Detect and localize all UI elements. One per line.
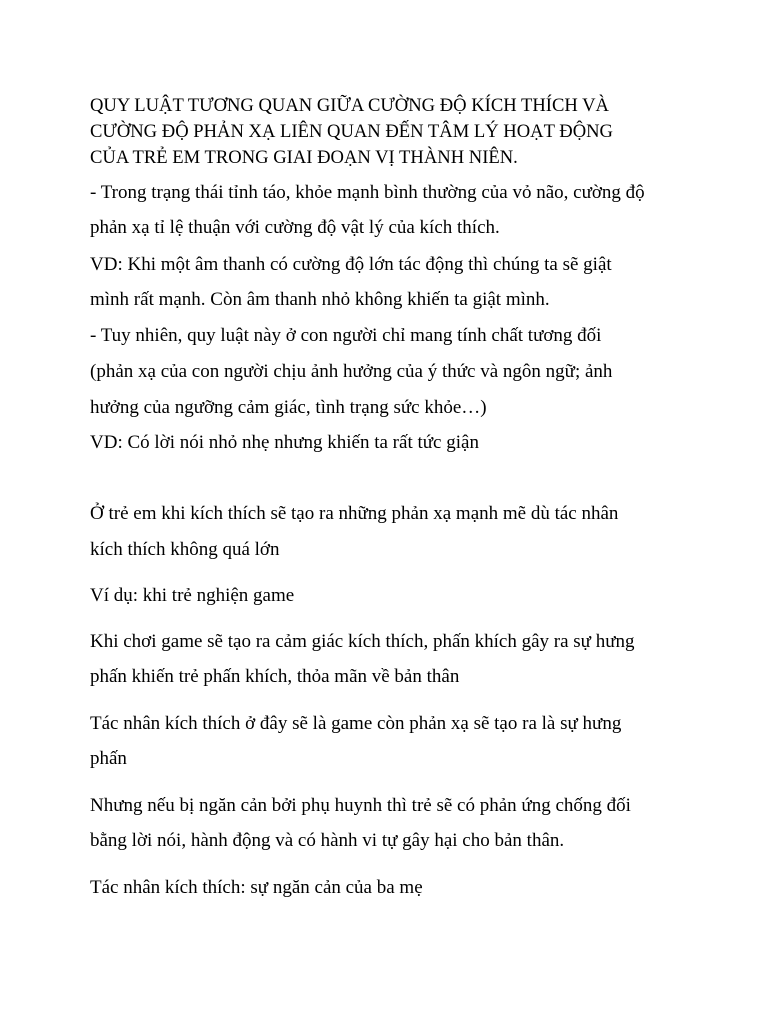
paragraph-line: mình rất mạnh. Còn âm thanh nhỏ không khiến ta giật mình.: [90, 289, 550, 310]
title-line-2: CƯỜNG ĐỘ PHẢN XẠ LIÊN QUAN ĐẾN TÂM LÝ HOẠT ĐỘNG: [90, 121, 613, 142]
paragraph-line: VD: Có lời nói nhỏ nhẹ nhưng khiến ta rất tức giận: [90, 432, 479, 453]
paragraph-line: bằng lời nói, hành động và có hành vi tự gây hại cho bản thân.: [90, 830, 565, 851]
paragraph-line: phấn: [90, 748, 127, 769]
paragraph-line: hưởng của ngưỡng cảm giác, tình trạng sức khỏe…): [90, 397, 487, 418]
title-line-3: CỦA TRẺ EM TRONG GIAI ĐOẠN VỊ THÀNH NIÊN.: [90, 147, 518, 168]
paragraph-line: Nhưng nếu bị ngăn cản bởi phụ huynh thì trẻ sẽ có phản ứng chống đối: [90, 795, 631, 816]
paragraph-line: - Trong trạng thái tỉnh táo, khỏe mạnh bình thường của vỏ não, cường độ: [90, 182, 645, 203]
paragraph-line: Khi chơi game sẽ tạo ra cảm giác kích thích, phấn khích gây ra sự hưng: [90, 631, 635, 652]
paragraph-line: - Tuy nhiên, quy luật này ở con người chỉ mang tính chất tương đối: [90, 325, 602, 346]
paragraph-line: phấn khiến trẻ phấn khích, thỏa mãn về bản thân: [90, 666, 460, 687]
paragraph-line: (phản xạ của con người chịu ảnh hưởng của ý thức và ngôn ngữ; ảnh: [90, 361, 613, 382]
paragraph-line: Ví dụ: khi trẻ nghiện game: [90, 585, 295, 606]
paragraph-line: Tác nhân kích thích ở đây sẽ là game còn phản xạ sẽ tạo ra là sự hưng: [90, 713, 622, 734]
paragraph-line: Ở trẻ em khi kích thích sẽ tạo ra những phản xạ mạnh mẽ dù tác nhân: [90, 503, 619, 524]
paragraph-line: Tác nhân kích thích: sự ngăn cản của ba mẹ: [90, 877, 423, 898]
paragraph-line: VD: Khi một âm thanh có cường độ lớn tác động thì chúng ta sẽ giật: [90, 254, 612, 275]
paragraph-line: kích thích không quá lớn: [90, 539, 280, 560]
paragraph-line: phản xạ tỉ lệ thuận với cường độ vật lý của kích thích.: [90, 217, 500, 238]
title-line-1: QUY LUẬT TƯƠNG QUAN GIỮA CƯỜNG ĐỘ KÍCH THÍCH VÀ: [90, 95, 609, 116]
